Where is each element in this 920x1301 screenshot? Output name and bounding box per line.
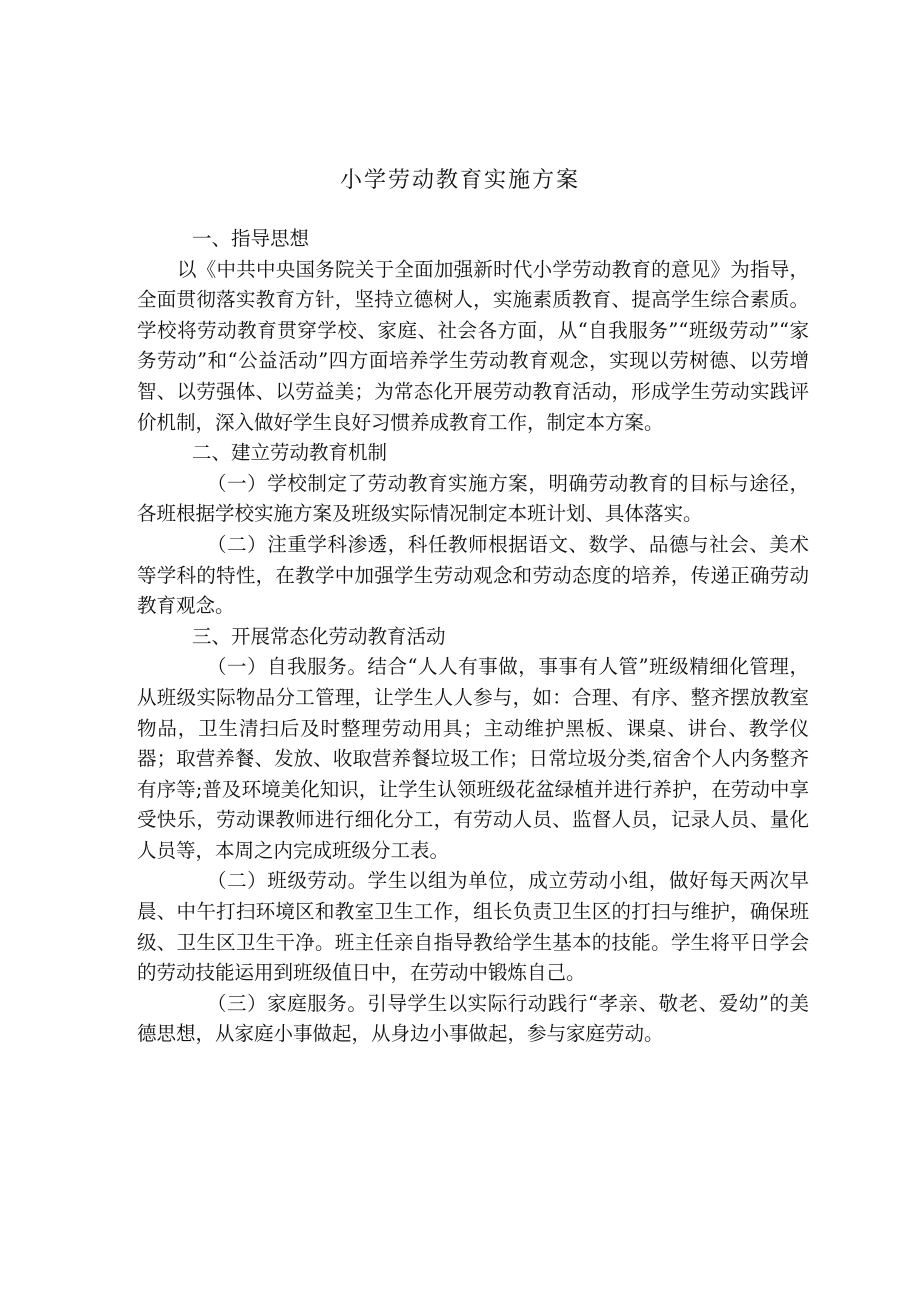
section-heading-activities: 三、开展常态化劳动教育活动 (192, 624, 446, 648)
paragraph-mechanism-2: （二）注重学科渗透，科任教师根据语文、数学、品德与社会、美术等学科的特性，在教学中加强学生劳动观念和劳动态度的培养，传递正确劳动教育观念。 (137, 532, 809, 618)
document-title: 小学劳动教育实施方案 (339, 168, 580, 193)
section-heading-guiding-ideology: 一、指导思想 (192, 227, 310, 250)
paragraph-self-service: （一）自我服务。结合“人人有事做，事事有人管”班级精细化管理，从班级实际物品分工管理，让学生人人参与，如：合理、有序、整齐摆放教室物品，卫生清扫后及时整理劳动用具；主动维护黑板、课桌、讲台、教学仪器；取营养餐、发放、收取营养餐垃圾工作；日常垃圾分类,宿舍个人内务整齐有序等;普及环境美化知识，让学生认领班级花盆绿植并进行养护，在劳动中享受快乐，劳动课教师进行细化分工，有劳动人员、监督人员，记录人员、量化人员等，本周之内完成班级分工表。 (137, 655, 809, 862)
document-body (137, 224, 809, 1050)
paragraph-family-service: （三）家庭服务。引导学生以实际行动践行“孝亲、敬老、爱幼”的美德思想，从家庭小事做起，从身边小事做起，参与家庭劳动。 (137, 991, 809, 1046)
section-heading-mechanism: 二、建立劳动教育机制 (192, 441, 388, 465)
paragraph-class-labor: （二）班级劳动。学生以组为单位，成立劳动小组，做好每天两次早晨、中午打扫环境区和教室卫生工作，组长负责卫生区的打扫与维护，确保班级、卫生区卫生干净。班主任亲自指导教给学生基本的技能。学生将平日学会的劳动技能运用到班级值日中，在劳动中锻炼自己。 (137, 869, 809, 985)
paragraph-guiding-ideology: 以《中共中央国务院关于全面加强新时代小学劳动教育的意见》为指导，全面贯彻落实教育方针，坚持立德树人，实施素质教育、提高学生综合素质。学校将劳动教育贯穿学校、家庭、社会各方面，从“自我服务”“班级劳动”“家务劳动”和“公益活动”四方面培养学生劳动教育观念，实现以劳树德、以劳增智、以劳强体、以劳益美；为常态化开展劳动教育活动，形成学生劳动实践评价机制，深入做好学生良好习惯养成教育工作，制定本方案。 (137, 257, 809, 434)
paragraph-mechanism-1: （一）学校制定了劳动教育实施方案，明确劳动教育的目标与途径，各班根据学校实施方案及班级实际情况制定本班计划、具体落实。 (137, 471, 809, 526)
